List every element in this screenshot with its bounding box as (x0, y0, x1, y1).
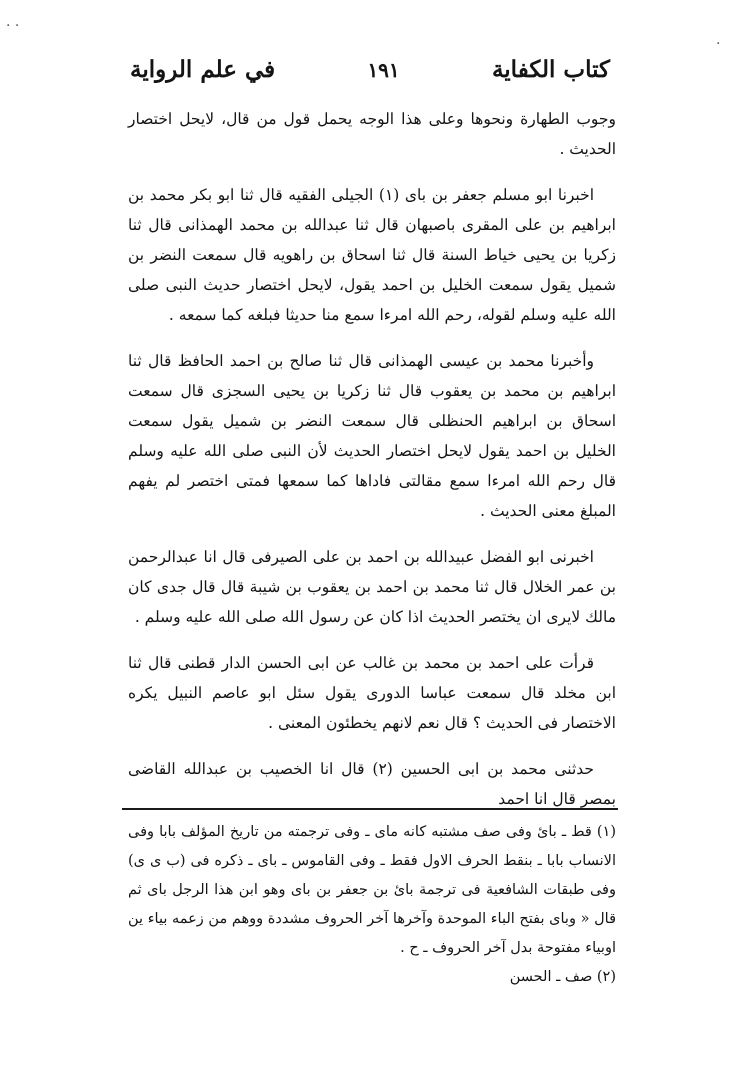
header-book-title: كتاب الكفاية (491, 56, 610, 83)
paragraph: اخبرنى ابو الفضل عبيدالله بن احمد بن على الصيرفى قال انا عبدالرحمن بن عمر الخلال قال ثنا محمد بن احمد بن يعقوب بن شيبة قال قال جدى كان مالك لايرى ان يختصر الحديث اذا كان عن رسول الله صلى الله عليه وسلم . (128, 548, 616, 626)
footnote-divider (122, 808, 618, 810)
running-header (130, 56, 610, 96)
scan-speck: · (716, 36, 721, 52)
paragraph: وأخبرنا محمد بن عيسى الهمذانى قال ثنا صالح بن احمد الحافظ قال ثنا ابراهيم بن محمد بن يعقوب قال ثنا زكريا بن يحيى السجزى قال سمعت اسحاق بن ابراهيم الحنظلى قال سمعت النضر بن شميل يقول سمعت الخليل بن احمد يقول لايحل اختصار الحديث لأن النبى صلى الله عليه وسلم قال رحم الله امرءا سمع مقالتى فاداها كما سمعها فمتى اختصر لم يفهم المبلغ معنى الحديث . (128, 352, 616, 520)
header-section-title: في علم الرواية (130, 56, 276, 83)
paragraph: اخبرنا ابو مسلم جعفر بن باى (١) الجيلى الفقيه قال ثنا ابو بكر محمد بن ابراهيم بن على المقرى باصبهان قال ثنا عبدالله بن محمد الهمذانى قال ثنا زكريا بن يحيى خياط السنة قال ثنا اسحاق بن راهويه قال سمعت النضر بن شميل يقول سمعت الخليل بن احمد يقول، لايحل اختصار حديث النبى صلى الله عليه وسلم لقوله، رحم الله امرءا سمع منا حديثا فبلغه كما سمعه . (128, 186, 616, 324)
footnote: (١) قط ـ بائ وفى صف مشتبه كانه ماى ـ وفى ترجمته من تاريخ المؤلف بابا وفى الانساب بابا ـ بنقط الحرف الاول فقط ـ وفى القاموس ـ باى ـ ذكره فى (ب ى ى) وفى طبقات الشافعية فى ترجمة بائ بن جعفر بن باى وهو ابن هذا الرجل باى ثم قال « وباى بفتح الباء الموحدة وآخرها آخر الحروف مشددة ووهم من زعمه بياء ين اوبياء مفتوحة بدل آخر الحروف ـ ح . (128, 824, 616, 956)
page-number: ١٩١ (367, 58, 400, 82)
footnotes (128, 818, 616, 992)
scan-speck: · · (6, 18, 20, 34)
paragraph: حدثنى محمد بن ابى الحسين (٢) قال انا الخصيب بن عبدالله القاضى بمصر قال انا احمد (128, 760, 616, 808)
paragraph: وجوب الطهارة ونحوها وعلى هذا الوجه يحمل قول من قال، لايحل اختصار الحديث . (128, 110, 616, 158)
paragraph: قرأت على احمد بن محمد بن غالب عن ابى الحسن الدار قطنى قال ثنا ابن مخلد قال سمعت عباسا الدورى يقول سئل ابو عاصم النبيل يكره الاختصار فى الحديث ؟ قال نعم لانهم يخطئون المعنى . (128, 654, 616, 732)
footnote: (٢) صف ـ الحسن (509, 969, 616, 985)
main-text (128, 104, 616, 830)
